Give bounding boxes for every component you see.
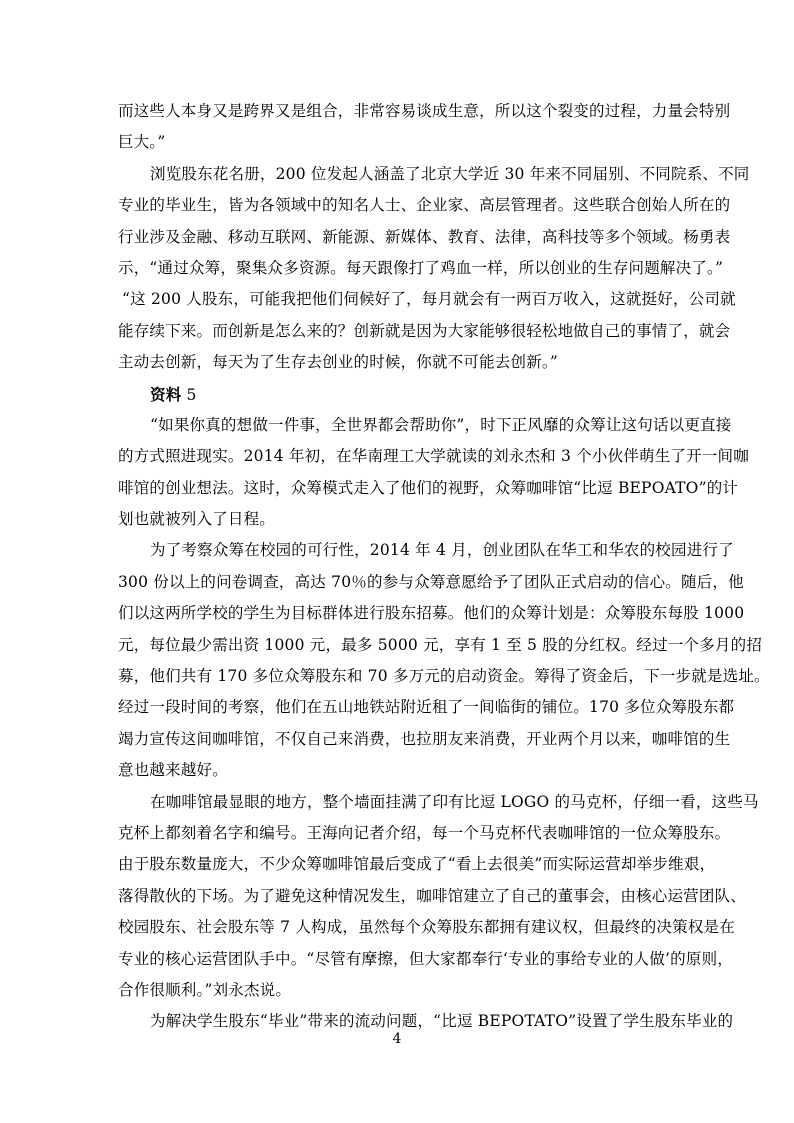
text-line: 元，每位最少需出资 1000 元，最多 5000 元，享有 1 至 5 股的分红权。经过一个多月的招 bbox=[118, 635, 763, 654]
text-line: 竭力宣传这间咖啡馆，不仅自己来消费，也拉朋友来消费，开业两个月以来，咖啡馆的生 bbox=[118, 729, 731, 748]
text-line: 巨大。” bbox=[118, 133, 166, 152]
text-line: 主动去创新，每天为了生存去创业的时候，你就不可能去创新。” bbox=[118, 353, 558, 372]
text-line: 们以这两所学校的学生为目标群体进行股东招募。他们的众筹计划是：众筹股东每股 1000 bbox=[118, 604, 745, 623]
text-line: 行业涉及金融、移动互联网、新能源、新媒体、教育、法律，高科技等多个领域。杨勇表 bbox=[118, 227, 731, 246]
paragraph bbox=[118, 787, 759, 1007]
text-line: 啡馆的创业想法。这时，众筹模式走入了他们的视野，众筹咖啡馆“比逗 BEPOATO”的计 bbox=[118, 478, 739, 497]
paragraph bbox=[118, 535, 770, 786]
text-line: 在咖啡馆最显眼的地方，整个墙面挂满了印有比逗 LOGO 的马克杯，仔细一看，这些马 bbox=[150, 792, 759, 811]
paragraph bbox=[118, 410, 749, 536]
body-text bbox=[118, 96, 770, 1038]
text-line: 专业的核心运营团队手中。“尽管有摩擦，但大家都奉行‘专业的事给专业的人做’的原则， bbox=[118, 949, 733, 968]
text-line: 募，他们共有 170 多位众筹股东和 70 多万元的启动资金。筹得了资金后，下一步就是选址。 bbox=[118, 667, 770, 686]
text-line: 300 份以上的问卷调查，高达 70％的参与众筹意愿给予了团队正式启动的信心。随后，他 bbox=[118, 572, 744, 591]
text-line: “这 200 人股东，可能我把他们伺候好了，每月就会有一两百万收入，这就挺好，公司就 bbox=[122, 290, 736, 309]
paragraph bbox=[118, 284, 736, 378]
heading-label: 资料 bbox=[150, 384, 182, 404]
text-line: 校园股东、社会股东等 7 人构成，虽然每个众筹股东都拥有建议权，但最终的决策权是在 bbox=[118, 918, 735, 937]
text-line: 落得散伙的下场。为了避免这种情况发生，咖啡馆建立了自己的董事会，由核心运营团队、 bbox=[118, 886, 747, 905]
paragraph bbox=[118, 159, 750, 285]
text-line: 的方式照进现实。2014 年初，在华南理工大学就读的刘永杰和 3 个小伙伴萌生了开一间咖 bbox=[118, 447, 749, 466]
text-line: 而这些人本身又是跨界又是组合，非常容易谈成生意，所以这个裂变的过程，力量会特别 bbox=[118, 102, 731, 120]
text-line: 能存续下来。而创新是怎么来的？创新就是因为大家能够很轻松地做自己的事情了，就会 bbox=[118, 321, 731, 340]
heading-number: 5 bbox=[181, 385, 197, 404]
text-line: 专业的毕业生，皆为各领域中的知名人士、企业家、高层管理者。这些联合创始人所在的 bbox=[118, 196, 731, 215]
text-line: 经过一段时间的考察，他们在五山地铁站附近租了一间临街的铺位。170 多位众筹股东都 bbox=[118, 698, 735, 717]
text-line: 为解决学生股东“毕业”带来的流动问题，“比逗 BEPOTATO”设置了学生股东毕业的 bbox=[150, 1012, 734, 1031]
text-line: 由于股东数量庞大，不少众筹咖啡馆最后变成了“看上去很美”而实际运营却举步维艰， bbox=[118, 855, 716, 874]
text-line: 克杯上都刻着名字和编号。王海向记者介绍，每一个马克杯代表咖啡馆的一位众筹股东。 bbox=[118, 823, 731, 842]
text-line: 示，“通过众筹，聚集众多资源。每天跟像打了鸡血一样，所以创业的生存问题解决了。” bbox=[118, 258, 724, 277]
text-line: 合作很顺利。”刘永杰说。 bbox=[118, 980, 292, 999]
text-line: 意也越来越好。 bbox=[118, 761, 228, 780]
section-heading bbox=[118, 379, 684, 410]
paragraph bbox=[118, 96, 731, 159]
text-line: 浏览股东花名册，200 位发起人涵盖了北京大学近 30 年来不同届别、不同院系、不同 bbox=[150, 164, 750, 183]
text-line: “如果你真的想做一件事，全世界都会帮助你”，时下正风靡的众筹让这句话以更直接 bbox=[150, 415, 732, 434]
text-line: 为了考察众筹在校园的可行性，2014 年 4 月，创业团队在华工和华农的校园进行了 bbox=[150, 541, 734, 560]
text-line: 划也就被列入了日程。 bbox=[118, 510, 276, 529]
page-number: 4 bbox=[392, 1031, 402, 1047]
